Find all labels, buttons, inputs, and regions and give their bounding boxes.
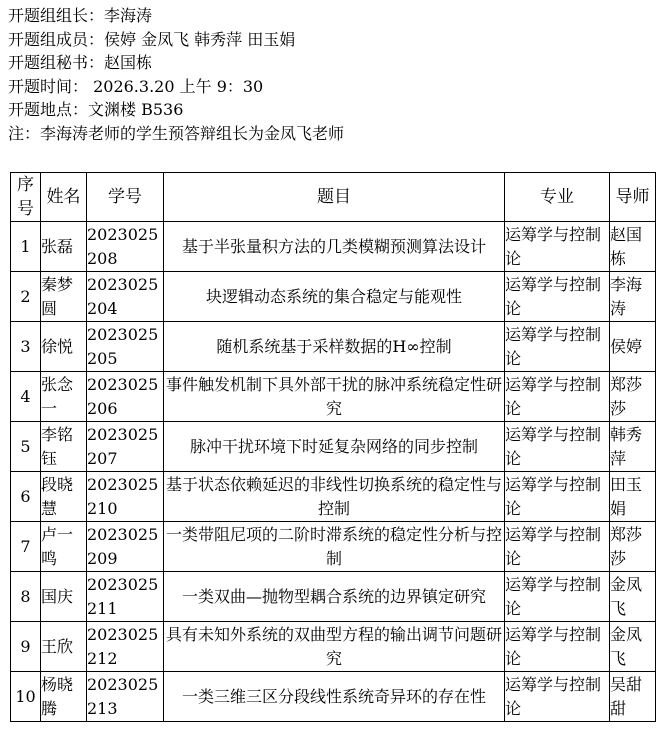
table-row — [11, 322, 656, 372]
table-row — [11, 622, 656, 672]
cell-advisor: 吴甜甜 — [610, 672, 656, 722]
committee-info — [8, 4, 344, 145]
header-advisor: 导师 — [610, 173, 656, 222]
thesis-proposal-table — [10, 172, 656, 722]
cell-major: 运筹学与控制论 — [505, 672, 610, 722]
cell-major: 运筹学与控制论 — [505, 472, 610, 522]
cell-major: 运筹学与控制论 — [505, 572, 610, 622]
cell-id: 2023025211 — [87, 572, 164, 622]
cell-id: 2023025206 — [87, 372, 164, 422]
members-line: 开题组成员：侯婷 金凤飞 韩秀萍 田玉娟 — [8, 29, 296, 49]
cell-no: 10 — [11, 672, 41, 722]
cell-no: 4 — [11, 372, 41, 422]
cell-id: 2023025212 — [87, 622, 164, 672]
cell-major: 运筹学与控制论 — [505, 272, 610, 322]
cell-name: 国庆 — [41, 572, 87, 622]
cell-advisor: 金凤飞 — [610, 622, 656, 672]
cell-title: 一类带阻尼项的二阶时滞系统的稳定性分析与控制 — [164, 522, 505, 572]
cell-advisor: 金凤飞 — [610, 572, 656, 622]
cell-id: 2023025208 — [87, 222, 164, 272]
cell-no: 5 — [11, 422, 41, 472]
cell-id: 2023025205 — [87, 322, 164, 372]
table-row — [11, 672, 656, 722]
leader-line: 开题组组长：李海涛 — [8, 6, 153, 25]
table-row — [11, 522, 656, 572]
cell-name: 段晓慧 — [41, 472, 87, 522]
cell-major: 运筹学与控制论 — [505, 372, 610, 422]
time-line: 开题时间： 2026.3.20 上午 9：30 — [8, 76, 264, 96]
cell-advisor: 郑莎莎 — [610, 522, 656, 572]
cell-no: 2 — [11, 272, 41, 322]
cell-name: 杨晓腾 — [41, 672, 87, 722]
cell-name: 张磊 — [41, 222, 87, 272]
secretary-line: 开题组秘书：赵国栋 — [8, 53, 153, 72]
cell-advisor: 侯婷 — [610, 322, 656, 372]
cell-title: 一类双曲—抛物型耦合系统的边界镇定研究 — [164, 572, 505, 622]
note-line: 注：李海涛老师的学生预答辩组长为金凤飞老师 — [8, 123, 345, 143]
header-id: 学号 — [87, 173, 164, 222]
table-row — [11, 472, 656, 522]
cell-name: 王欣 — [41, 622, 87, 672]
table-row — [11, 272, 656, 322]
location-line: 开题地点：文渊楼 B536 — [8, 100, 184, 119]
header-no: 序号 — [11, 173, 41, 222]
cell-advisor: 郑莎莎 — [610, 372, 656, 422]
cell-name: 卢一鸣 — [41, 522, 87, 572]
cell-id: 2023025204 — [87, 272, 164, 322]
cell-title: 一类三维三区分段线性系统奇异环的存在性 — [164, 672, 505, 722]
cell-title: 脉冲干扰环境下时延复杂网络的同步控制 — [164, 422, 505, 472]
table-row — [11, 372, 656, 422]
table-row — [11, 222, 656, 272]
cell-major: 运筹学与控制论 — [505, 222, 610, 272]
cell-major: 运筹学与控制论 — [505, 422, 610, 472]
cell-name: 李铭钰 — [41, 422, 87, 472]
table-header-row — [11, 173, 656, 222]
cell-id: 2023025213 — [87, 672, 164, 722]
cell-advisor: 田玉娟 — [610, 472, 656, 522]
cell-major: 运筹学与控制论 — [505, 522, 610, 572]
table-row — [11, 422, 656, 472]
cell-name: 张念一 — [41, 372, 87, 422]
header-name: 姓名 — [41, 173, 87, 222]
cell-advisor: 李海涛 — [610, 272, 656, 322]
header-major: 专业 — [505, 173, 610, 222]
cell-no: 8 — [11, 572, 41, 622]
cell-major: 运筹学与控制论 — [505, 322, 610, 372]
cell-major: 运筹学与控制论 — [505, 622, 610, 672]
cell-title: 块逻辑动态系统的集合稳定与能观性 — [164, 272, 505, 322]
cell-no: 7 — [11, 522, 41, 572]
cell-title: 随机系统基于采样数据的H∞控制 — [164, 322, 505, 372]
cell-title: 事件触发机制下具外部干扰的脉冲系统稳定性研究 — [164, 372, 505, 422]
cell-name: 徐悦 — [41, 322, 87, 372]
cell-id: 2023025209 — [87, 522, 164, 572]
cell-title: 基于半张量积方法的几类模糊预测算法设计 — [164, 222, 505, 272]
cell-no: 6 — [11, 472, 41, 522]
cell-title: 具有未知外系统的双曲型方程的输出调节问题研究 — [164, 622, 505, 672]
cell-advisor: 韩秀萍 — [610, 422, 656, 472]
cell-no: 9 — [11, 622, 41, 672]
cell-advisor: 赵国栋 — [610, 222, 656, 272]
cell-id: 2023025207 — [87, 422, 164, 472]
table-row — [11, 572, 656, 622]
cell-name: 秦梦圆 — [41, 272, 87, 322]
header-title: 题目 — [164, 173, 505, 222]
cell-id: 2023025210 — [87, 472, 164, 522]
cell-no: 1 — [11, 222, 41, 272]
cell-no: 3 — [11, 322, 41, 372]
cell-title: 基于状态依赖延迟的非线性切换系统的稳定性与控制 — [164, 472, 505, 522]
